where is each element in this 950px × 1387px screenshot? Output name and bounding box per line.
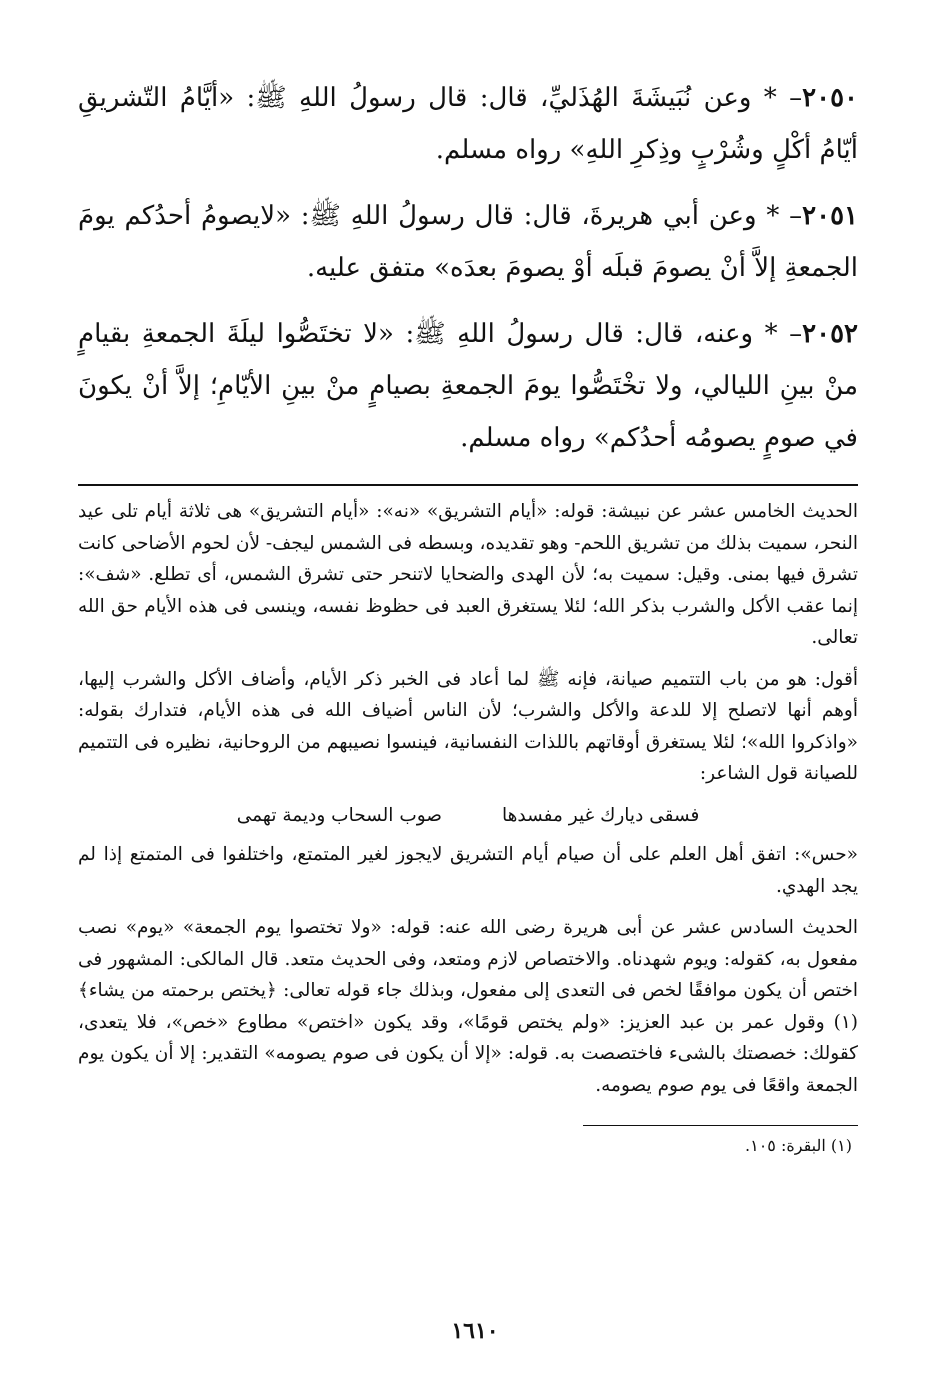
poetry-verse — [78, 800, 858, 832]
hadith-text: – * وعن أبي هريرةَ، قال: قال رسولُ اللهِ ﷺ: «لايصومُ أحدُكم يومَ الجمعةِ إلاَّ أنْ يصومَ قبلَه أوْ يصومَ بعدَه» متفق عليه. — [78, 201, 858, 283]
hadith-text: – * وعن نُبَيشَةَ الهُذَليِّ، قال: قال رسولُ اللهِ ﷺ: «أيَّامُ التّشريقِ أيّامُ أكْلٍ وشُرْبٍ وذِكرِ اللهِ» رواه مسلم. — [78, 83, 858, 165]
footnote-divider — [583, 1125, 858, 1126]
commentary-paragraph: أقول: هو من باب التتميم صيانة، فإنه ﷺ لما أعاد فى الخبر ذكر الأيام، وأضاف الأكل والشرب إليها، أوهم أنها لاتصلح إلا للدعة والأكل والشرب؛ لأن الناس أضياف الله فى هذه الأيام، فتدارك بقوله: «واذكروا الله»؛ لئلا يستغرق أوقاتهم باللذات النفسانية، فينسوا نصيبهم من الروحانية، نظيره فى التتميم للصيانة قول الشاعر: — [78, 668, 858, 784]
commentary-paragraph: الحديث السادس عشر عن أبى هريرة رضى الله عنه: قوله: «ولا تختصوا يوم الجمعة» «يوم» نصب مفعول به، كقوله: ويوم شهدناه. والاختصاص لازم ومتعد، وفى الحديث متعد. قال المالكى: المشهور فى اختص أن يكون موافقًا لخص فى التعدى إلى مفعول، وبذلك جاء قوله تعالى: ﴿يختص برحمته من يشاء﴾(١) وقول عمر بن عبد العزيز: «ولم يختص قومًا»، وقد يكون «اختص» مطاوع «خص»، فلا يتعدى، كقولك: خصصتك بالشىء فاختصصت به. قوله: «إلا أن يكون فى صوم يصومه» التقدير: إلا أن يكون يوم الجمعة واقعًا فى يوم صوم يصومه. — [78, 917, 858, 1096]
hadith-number: ٢٠٥٠ — [802, 83, 858, 113]
hadith-number: ٢٠٥١ — [802, 201, 858, 231]
hadith-number: ٢٠٥٢ — [802, 319, 858, 349]
page-body — [78, 72, 858, 1158]
hadith-text: – * وعنه، قال: قال رسولُ اللهِ ﷺ: «لا تختَصُّوا ليلَةَ الجمعةِ بقيامٍ منْ بينِ الليالي، ولا تخْتَصُّوا يومَ الجمعةِ بصيامٍ منْ بينِ الأيّامِ؛ إلاَّ أنْ يكونَ في صومٍ يصومُه أحدُكم» رواه مسلم. — [78, 319, 858, 453]
hadith-2050 — [78, 72, 858, 176]
commentary-paragraph: الحديث الخامس عشر عن نبيشة: قوله: «أيام التشريق» «نه»: «أيام التشريق» هى ثلاثة أيام تلى عيد النحر، سميت بذلك من تشريق اللحم- وهو تقديده، وبسطه فى الشمس ليجف- لأن لحوم الأضاحى كانت تشرق فيها بمنى. وقيل: سميت به؛ لأن الهدى والضحايا لاتنحر حتى تشرق الشمس، أى تطلع. «شف»: إنما عقب الأكل والشرب بذكر الله؛ لئلا يستغرق العبد فى حظوظ نفسه، وينسى فى هذه الأيام حق الله تعالى. — [78, 501, 858, 648]
page-number: ١٦١٠ — [451, 1318, 499, 1344]
verse-second-hemistich: صوب السحاب وديمة تهمى — [236, 804, 443, 826]
hadith-2051 — [78, 190, 858, 294]
hadith-2052 — [78, 308, 858, 464]
footnote: (١) البقرة: ١٠٥. — [745, 1136, 852, 1155]
verse-first-hemistich: فسقى ديارك غير مفسدها — [502, 804, 700, 826]
section-divider — [78, 484, 858, 486]
commentary-paragraph: «حس»: اتفق أهل العلم على أن صيام أيام التشريق لايجوز لغير المتمتع، واختلفوا فى المتمتع إذا لم يجد الهدي. — [78, 844, 858, 897]
